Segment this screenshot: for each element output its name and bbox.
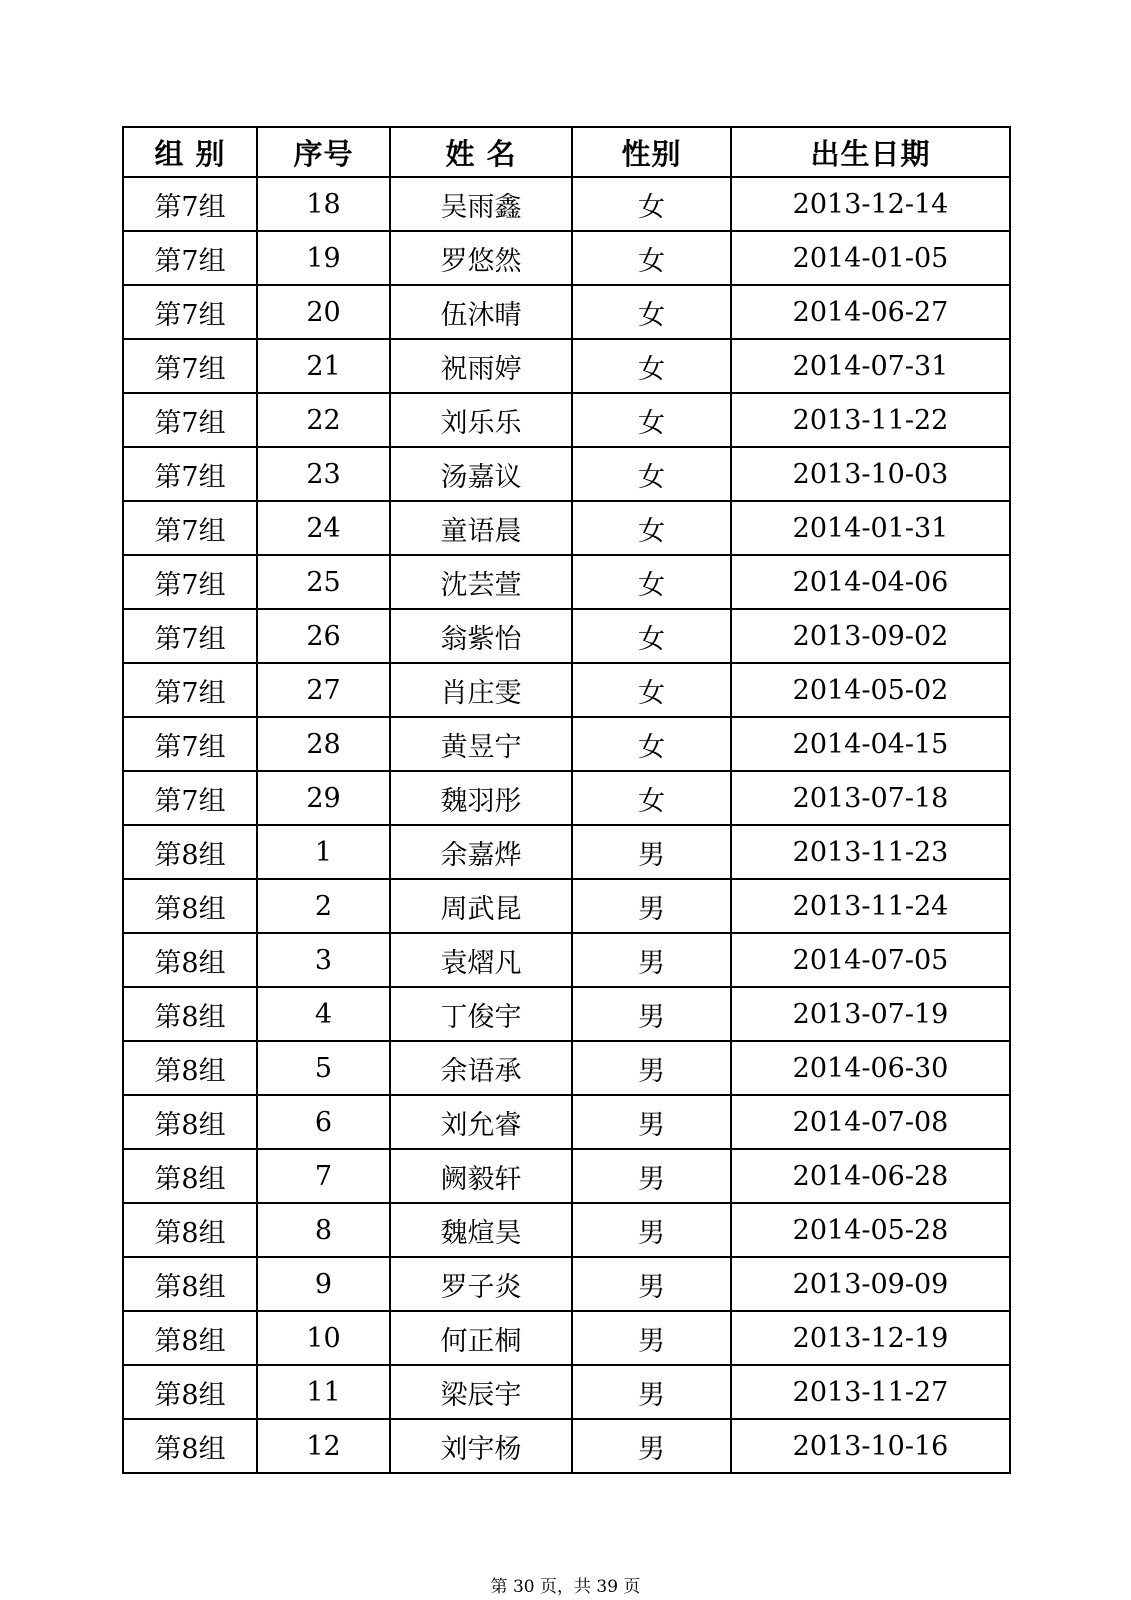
gender-cell: 男 <box>572 1041 731 1095</box>
group-cell: 第8组 <box>123 1365 257 1419</box>
group-cell: 第7组 <box>123 231 257 285</box>
birth-date-cell: 2013-11-27 <box>731 1365 1010 1419</box>
name-cell: 余嘉烨 <box>390 825 572 879</box>
birth-date-cell: 2014-05-28 <box>731 1203 1010 1257</box>
name-cell: 翁紫怡 <box>390 609 572 663</box>
name-cell: 吴雨鑫 <box>390 177 572 231</box>
table-row <box>123 285 1010 339</box>
group-cell: 第7组 <box>123 663 257 717</box>
sequence-cell: 7 <box>257 1149 390 1203</box>
sequence-cell: 11 <box>257 1365 390 1419</box>
birth-date-cell: 2014-04-06 <box>731 555 1010 609</box>
header-gender: 性别 <box>572 127 731 177</box>
table-row <box>123 1257 1010 1311</box>
birth-date-cell: 2013-11-23 <box>731 825 1010 879</box>
sequence-cell: 8 <box>257 1203 390 1257</box>
name-cell: 肖庄雯 <box>390 663 572 717</box>
group-cell: 第8组 <box>123 1041 257 1095</box>
table-row <box>123 501 1010 555</box>
name-cell: 袁熠凡 <box>390 933 572 987</box>
page-footer: 第 30 页，共 39 页 <box>490 1577 641 1597</box>
group-cell: 第7组 <box>123 555 257 609</box>
table-row <box>123 555 1010 609</box>
sequence-cell: 2 <box>257 879 390 933</box>
table-row <box>123 717 1010 771</box>
group-cell: 第7组 <box>123 501 257 555</box>
gender-cell: 女 <box>572 177 731 231</box>
sequence-cell: 20 <box>257 285 390 339</box>
table-row <box>123 177 1010 231</box>
group-cell: 第8组 <box>123 1419 257 1473</box>
group-cell: 第8组 <box>123 1149 257 1203</box>
table-row <box>123 1149 1010 1203</box>
name-cell: 丁俊宇 <box>390 987 572 1041</box>
birth-date-cell: 2014-07-05 <box>731 933 1010 987</box>
table-row <box>123 933 1010 987</box>
birth-date-cell: 2013-10-16 <box>731 1419 1010 1473</box>
sequence-cell: 26 <box>257 609 390 663</box>
table-row <box>123 231 1010 285</box>
birth-date-cell: 2013-12-14 <box>731 177 1010 231</box>
sequence-cell: 29 <box>257 771 390 825</box>
table-row <box>123 1203 1010 1257</box>
birth-date-cell: 2014-04-15 <box>731 717 1010 771</box>
gender-cell: 女 <box>572 339 731 393</box>
group-cell: 第8组 <box>123 987 257 1041</box>
sequence-cell: 10 <box>257 1311 390 1365</box>
birth-date-cell: 2014-05-02 <box>731 663 1010 717</box>
birth-date-cell: 2014-07-31 <box>731 339 1010 393</box>
name-cell: 梁辰宇 <box>390 1365 572 1419</box>
group-cell: 第8组 <box>123 933 257 987</box>
student-roster-table <box>122 126 1011 1474</box>
group-cell: 第7组 <box>123 177 257 231</box>
name-cell: 魏羽彤 <box>390 771 572 825</box>
table-body <box>123 177 1010 1473</box>
sequence-cell: 6 <box>257 1095 390 1149</box>
gender-cell: 女 <box>572 555 731 609</box>
gender-cell: 男 <box>572 879 731 933</box>
birth-date-cell: 2013-10-03 <box>731 447 1010 501</box>
birth-date-cell: 2013-09-02 <box>731 609 1010 663</box>
gender-cell: 男 <box>572 825 731 879</box>
gender-cell: 男 <box>572 1095 731 1149</box>
table-row <box>123 771 1010 825</box>
header-sequence: 序号 <box>257 127 390 177</box>
group-cell: 第8组 <box>123 825 257 879</box>
name-cell: 余语承 <box>390 1041 572 1095</box>
name-cell: 汤嘉议 <box>390 447 572 501</box>
table-row <box>123 879 1010 933</box>
birth-date-cell: 2013-11-22 <box>731 393 1010 447</box>
gender-cell: 女 <box>572 231 731 285</box>
gender-cell: 男 <box>572 1311 731 1365</box>
gender-cell: 男 <box>572 1203 731 1257</box>
group-cell: 第7组 <box>123 393 257 447</box>
header-birth-date: 出生日期 <box>731 127 1010 177</box>
gender-cell: 男 <box>572 987 731 1041</box>
group-cell: 第8组 <box>123 1095 257 1149</box>
sequence-cell: 24 <box>257 501 390 555</box>
name-cell: 阙毅轩 <box>390 1149 572 1203</box>
sequence-cell: 5 <box>257 1041 390 1095</box>
name-cell: 祝雨婷 <box>390 339 572 393</box>
group-cell: 第7组 <box>123 609 257 663</box>
name-cell: 刘乐乐 <box>390 393 572 447</box>
birth-date-cell: 2013-09-09 <box>731 1257 1010 1311</box>
table-header <box>123 127 1010 177</box>
sequence-cell: 23 <box>257 447 390 501</box>
name-cell: 罗悠然 <box>390 231 572 285</box>
sequence-cell: 25 <box>257 555 390 609</box>
birth-date-cell: 2014-06-28 <box>731 1149 1010 1203</box>
sequence-cell: 18 <box>257 177 390 231</box>
group-cell: 第8组 <box>123 1203 257 1257</box>
name-cell: 黄昱宁 <box>390 717 572 771</box>
gender-cell: 女 <box>572 501 731 555</box>
name-cell: 沈芸萱 <box>390 555 572 609</box>
gender-cell: 男 <box>572 1149 731 1203</box>
table-row <box>123 1311 1010 1365</box>
group-cell: 第8组 <box>123 879 257 933</box>
birth-date-cell: 2014-01-31 <box>731 501 1010 555</box>
table-row <box>123 339 1010 393</box>
name-cell: 周武昆 <box>390 879 572 933</box>
name-cell: 伍沐晴 <box>390 285 572 339</box>
sequence-cell: 12 <box>257 1419 390 1473</box>
table-row <box>123 663 1010 717</box>
table-row <box>123 1419 1010 1473</box>
birth-date-cell: 2013-07-19 <box>731 987 1010 1041</box>
header-name: 姓 名 <box>390 127 572 177</box>
birth-date-cell: 2013-11-24 <box>731 879 1010 933</box>
table-row <box>123 1365 1010 1419</box>
group-cell: 第7组 <box>123 717 257 771</box>
birth-date-cell: 2014-01-05 <box>731 231 1010 285</box>
sequence-cell: 22 <box>257 393 390 447</box>
gender-cell: 女 <box>572 717 731 771</box>
birth-date-cell: 2014-06-27 <box>731 285 1010 339</box>
group-cell: 第7组 <box>123 771 257 825</box>
gender-cell: 女 <box>572 663 731 717</box>
birth-date-cell: 2014-06-30 <box>731 1041 1010 1095</box>
header-row <box>123 127 1010 177</box>
table-row <box>123 1041 1010 1095</box>
name-cell: 何正桐 <box>390 1311 572 1365</box>
table-row <box>123 1095 1010 1149</box>
table-row <box>123 609 1010 663</box>
sequence-cell: 27 <box>257 663 390 717</box>
gender-cell: 女 <box>572 285 731 339</box>
gender-cell: 女 <box>572 393 731 447</box>
sequence-cell: 3 <box>257 933 390 987</box>
gender-cell: 男 <box>572 1257 731 1311</box>
header-group: 组 别 <box>123 127 257 177</box>
table-row <box>123 987 1010 1041</box>
sequence-cell: 9 <box>257 1257 390 1311</box>
table-row <box>123 825 1010 879</box>
name-cell: 童语晨 <box>390 501 572 555</box>
group-cell: 第8组 <box>123 1311 257 1365</box>
group-cell: 第8组 <box>123 1257 257 1311</box>
group-cell: 第7组 <box>123 285 257 339</box>
sequence-cell: 4 <box>257 987 390 1041</box>
gender-cell: 男 <box>572 1419 731 1473</box>
sequence-cell: 21 <box>257 339 390 393</box>
name-cell: 罗子炎 <box>390 1257 572 1311</box>
sequence-cell: 28 <box>257 717 390 771</box>
group-cell: 第7组 <box>123 447 257 501</box>
birth-date-cell: 2013-07-18 <box>731 771 1010 825</box>
gender-cell: 女 <box>572 771 731 825</box>
sequence-cell: 1 <box>257 825 390 879</box>
birth-date-cell: 2013-12-19 <box>731 1311 1010 1365</box>
name-cell: 魏煊昊 <box>390 1203 572 1257</box>
gender-cell: 女 <box>572 609 731 663</box>
name-cell: 刘允睿 <box>390 1095 572 1149</box>
group-cell: 第7组 <box>123 339 257 393</box>
gender-cell: 男 <box>572 1365 731 1419</box>
birth-date-cell: 2014-07-08 <box>731 1095 1010 1149</box>
sequence-cell: 19 <box>257 231 390 285</box>
name-cell: 刘宇杨 <box>390 1419 572 1473</box>
table-row <box>123 447 1010 501</box>
table-row <box>123 393 1010 447</box>
gender-cell: 女 <box>572 447 731 501</box>
gender-cell: 男 <box>572 933 731 987</box>
